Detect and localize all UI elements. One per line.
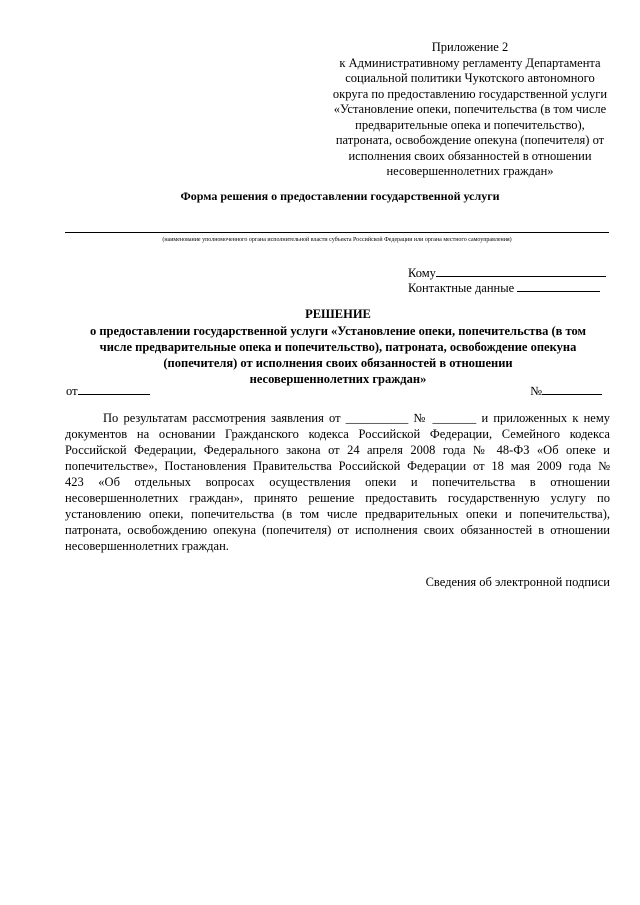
appendix-line: предварительные опека и попечительство),: [355, 117, 585, 132]
recipient-contact-field: [408, 279, 600, 296]
body-line: 423 «Об отдельных вопросах осуществления опеки и попечительства в отношении: [65, 475, 610, 489]
appendix-line: округа по предоставлению государственной услуги: [332, 86, 608, 101]
body-line: патроната, освобождению опекуна (попечителя) от исполнения своих обязанностей в отношении: [65, 523, 610, 537]
body-line: По результатам рассмотрения заявления от __________ № _______ и приложенных к нему: [103, 411, 610, 425]
recipient-contact-label: Контактные данные: [408, 281, 515, 295]
decision-subtitle-line: (попечителя) от исполнения своих обязанностей в отношении: [163, 356, 513, 370]
authority-name-line: [65, 232, 609, 233]
decision-subtitle-line: о предоставлении государственной услуги «Установление опеки, попечительства (в том: [89, 324, 587, 338]
number-label: №: [530, 384, 542, 398]
date-field: [66, 382, 150, 399]
body-line: установлению опеки, попечительства (в том числе предварительных опеки и попечительства),: [65, 507, 610, 521]
appendix-line: патроната, освобождение опекуна (попечителя) от: [335, 133, 605, 147]
appendix-line: к Административному регламенту Департамента: [339, 55, 601, 70]
date-label: от: [66, 384, 78, 398]
body-line: документов на основании Гражданского кодекса Российской Федерации, Семейного кодекса: [65, 427, 610, 441]
appendix-header: [310, 40, 630, 180]
appendix-line: исполнения своих обязанностей в отношении: [348, 148, 592, 163]
recipient-to-label: Кому: [408, 266, 436, 280]
appendix-line: несовершеннолетних граждан»: [386, 164, 554, 178]
appendix-line: социальной политики Чукотского автономного: [345, 71, 595, 85]
date-blank: [78, 382, 150, 395]
recipient-contact-blank: [517, 279, 600, 292]
decision-subtitle-line: числе предварительные опека и попечительство), патроната, освобождение опекуна: [99, 340, 577, 354]
recipient-to-blank: [436, 264, 606, 277]
electronic-signature-info: Сведения об электронной подписи: [425, 575, 610, 589]
body-line: Российской Федерации, Федерального закона от 24 апреля 2008 года № 48-ФЗ «Об опеке и: [65, 443, 610, 457]
appendix-line: Приложение 2: [431, 40, 509, 54]
appendix-line: «Установление опеки, попечительства (в том числе: [333, 102, 607, 116]
number-blank: [542, 382, 602, 395]
authority-caption: (наименование уполномоченного органа исполнительной власти субъекта Российской Федерации или органа местного самоуправления): [162, 237, 512, 243]
number-field: [530, 382, 602, 399]
body-line: несовершеннолетних граждан», принято решение предоставить государственную услугу по: [65, 491, 610, 505]
decision-subtitle-line: несовершеннолетних граждан»: [249, 372, 427, 386]
decision-title-block: [60, 306, 616, 387]
body-line: несовершеннолетних граждан.: [65, 539, 229, 553]
body-line: попечительстве», Постановления Правительства Российской Федерации от 18 мая 2009 года №: [65, 459, 610, 473]
form-title: Форма решения о предоставлении государственной услуги: [180, 189, 500, 203]
decision-body: [65, 410, 610, 554]
decision-heading: РЕШЕНИЕ: [305, 307, 371, 321]
